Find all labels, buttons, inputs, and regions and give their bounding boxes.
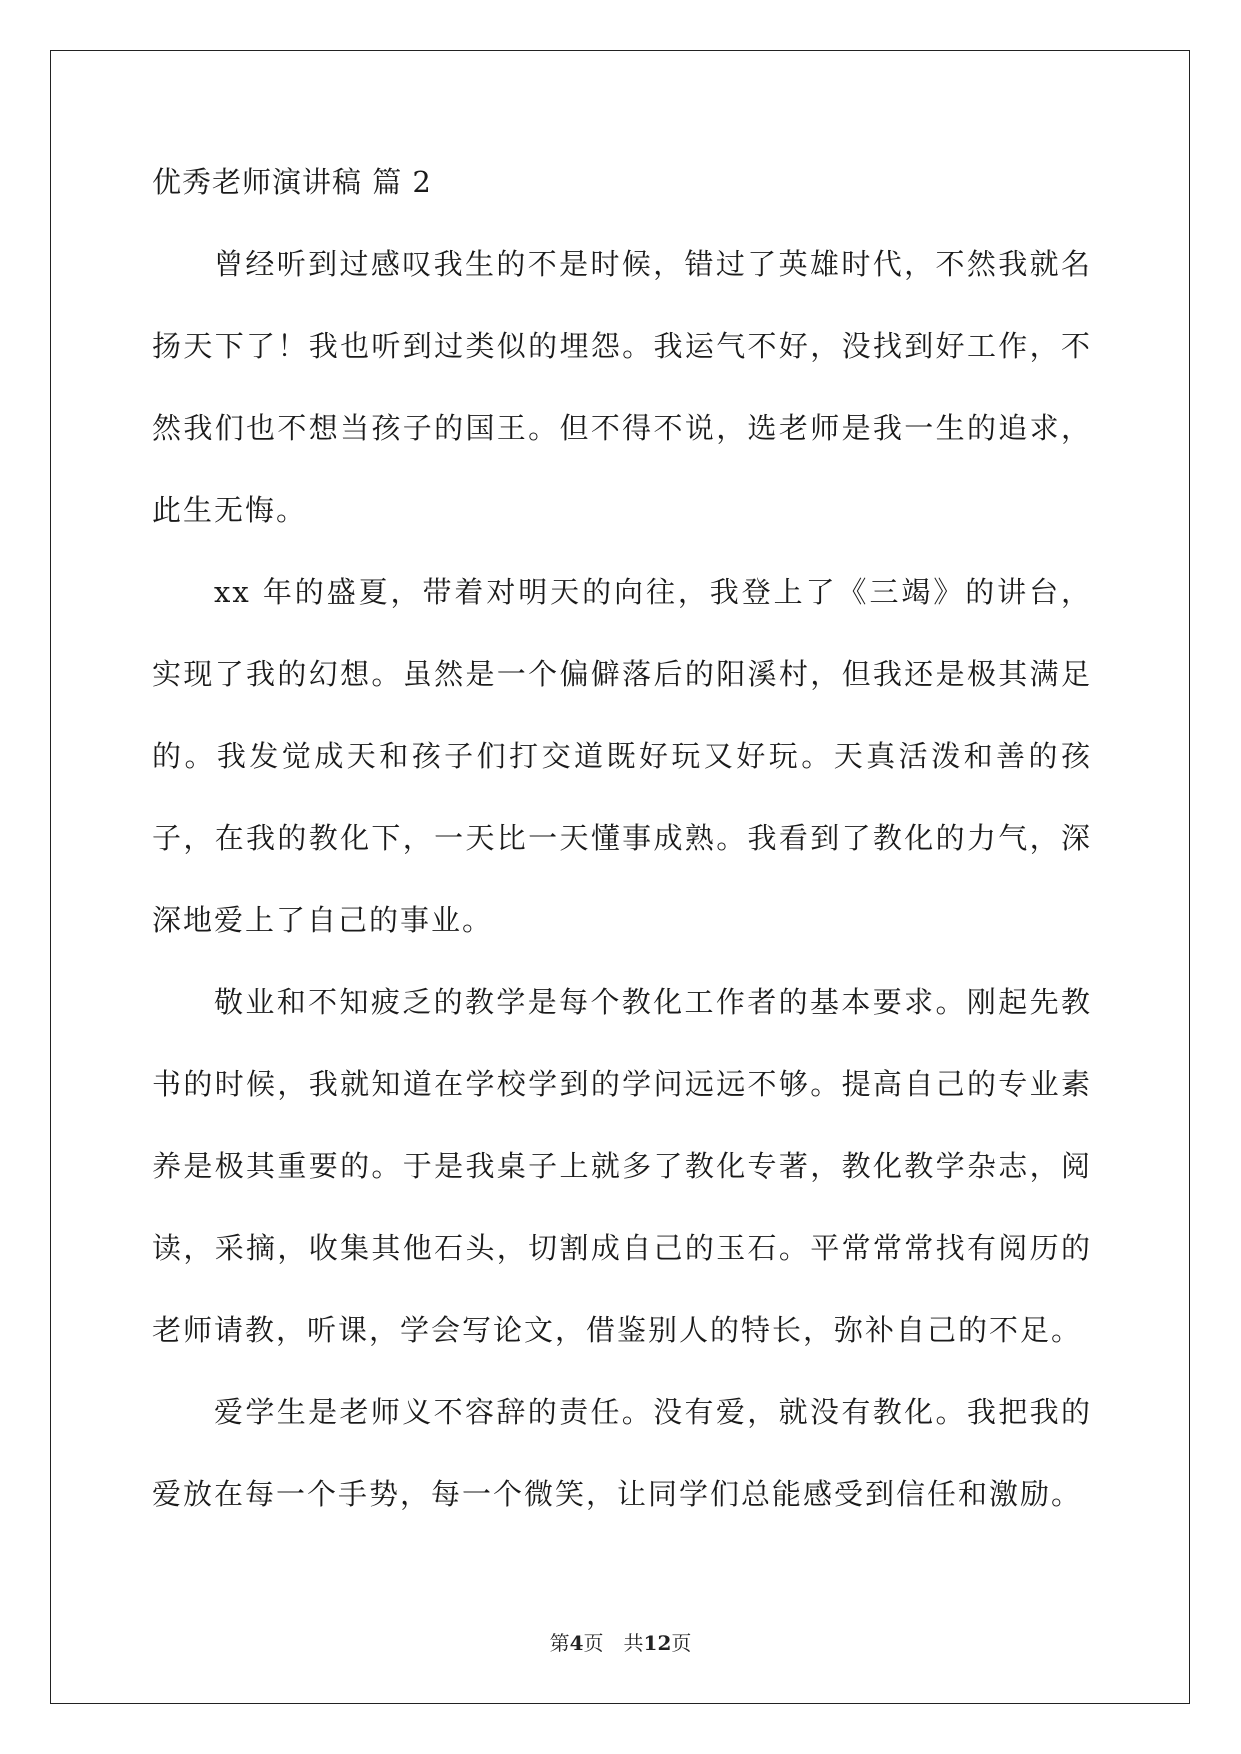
- paragraph-4: 爱学生是老师义不容辞的责任。没有爱，就没有教化。我把我的爱放在每一个手势，每一个微笑，让同学们总能感受到信任和激励。: [152, 1395, 1092, 1511]
- page-number: 4: [569, 1631, 584, 1655]
- page-suffix: 页: [583, 1631, 604, 1655]
- paragraph-2: xx 年的盛夏，带着对明天的向往，我登上了《三竭》的讲台，实现了我的幻想。虽然是一个偏僻落后的阳溪村，但我还是极其满足的。我发觉成天和孩子们打交道既好玩又好玩。天真活泼和善的孩子，在我的教化下，一天比一天懂事成熟。我看到了教化的力气，深深地爱上了自己的事业。: [152, 575, 1092, 937]
- document-body: [152, 162, 1092, 1535]
- paragraph-3: 敬业和不知疲乏的教学是每个教化工作者的基本要求。刚起先教书的时候，我就知道在学校学到的学问远远不够。提高自己的专业素养是极其重要的。于是我桌子上就多了教化专著，教化教学杂志，阅读，采摘，收集其他石头，切割成自己的玉石。平常常常找有阅历的老师请教，听课，学会写论文，借鉴别人的特长，弥补自己的不足。: [152, 985, 1092, 1347]
- paragraph-1: 曾经听到过感叹我生的不是时候，错过了英雄时代，不然我就名扬天下了！我也听到过类似的埋怨。我运气不好，没找到好工作，不然我们也不想当孩子的国王。但不得不说，选老师是我一生的追求，此生无悔。: [152, 247, 1092, 527]
- total-suffix: 页: [671, 1631, 692, 1655]
- total-pages: 12: [643, 1631, 672, 1655]
- page-footer: [0, 1630, 1241, 1656]
- document-heading: 优秀老师演讲稿 篇 2: [152, 165, 432, 199]
- page-prefix: 第: [549, 1631, 570, 1655]
- total-prefix: 共: [623, 1631, 644, 1655]
